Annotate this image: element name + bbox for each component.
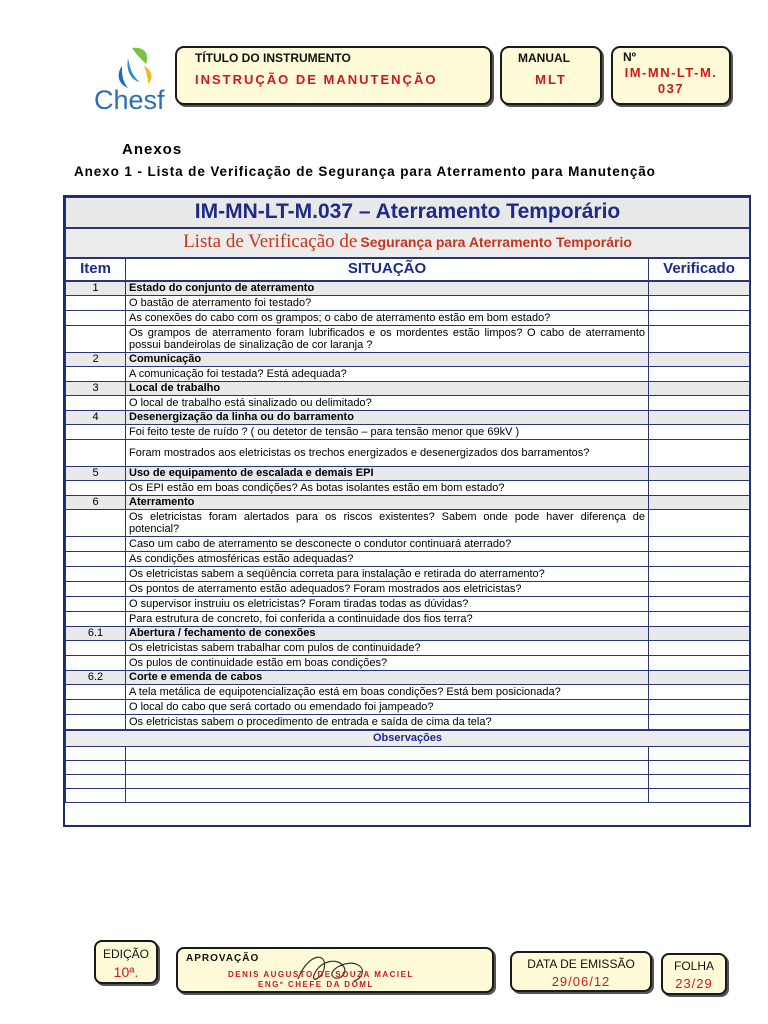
observacao-cell[interactable] [649, 761, 750, 775]
situacao-cell: Foram mostrados aos eletricistas os trechos energizados e desenergizados dos barramentos? [126, 440, 649, 467]
edicao-value: 10ª. [113, 964, 139, 980]
situacao-cell: O local do cabo que será cortado ou emendado foi jampeado? [126, 700, 649, 715]
situacao-cell: Os pontos de aterramento estão adequados? Foram mostrados aos eletricistas? [126, 582, 649, 597]
aprovacao-box [176, 947, 494, 993]
observacao-cell[interactable] [126, 761, 649, 775]
verificado-cell[interactable] [649, 440, 750, 467]
situacao-cell: Os pulos de continuidade estão em boas condições? [126, 656, 649, 671]
col-verificado-header: Verificado [649, 258, 750, 281]
folha-box [661, 953, 727, 995]
numero-box [611, 46, 731, 105]
verificado-cell[interactable] [649, 425, 750, 440]
manual-box [500, 46, 602, 105]
verificado-cell[interactable] [649, 656, 750, 671]
section-title-cell: Aterramento [126, 496, 649, 510]
table-row [66, 612, 750, 627]
anexo-subtitle: Anexo 1 - Lista de Verificação de Segurança para Aterramento para Manutenção [74, 164, 656, 179]
checklist-sheet [63, 195, 751, 827]
titulo-box [175, 46, 492, 105]
table-row [66, 537, 750, 552]
edicao-box [94, 940, 158, 984]
table-row [66, 582, 750, 597]
table-row [66, 567, 750, 582]
table-row [66, 396, 750, 411]
situacao-cell: Foi feito teste de ruído ? ( ou detetor de tensão – para tensão menor que 69kV ) [126, 425, 649, 440]
item-cell: 6.1 [66, 627, 126, 641]
section-title-cell: Corte e emenda de cabos [126, 671, 649, 685]
item-cell [66, 440, 126, 467]
table-row [66, 700, 750, 715]
situacao-cell: A tela metálica de equipotencialização está em boas condições? Está bem posicionada? [126, 685, 649, 700]
verificado-cell[interactable] [649, 537, 750, 552]
item-cell: 6 [66, 496, 126, 510]
table-title: IM-MN-LT-M.037 – Aterramento Temporário [66, 198, 750, 229]
edicao-label: EDIÇÃO [102, 947, 149, 961]
verificado-cell[interactable] [649, 367, 750, 382]
item-cell [66, 700, 126, 715]
item-cell [66, 567, 126, 582]
manual-value: MLT [535, 72, 567, 87]
situacao-cell: As conexões do cabo com os grampos; o cabo de aterramento estão em bom estado? [126, 311, 649, 326]
item-cell: 1 [66, 281, 126, 296]
observacao-cell[interactable] [66, 775, 126, 789]
verificado-cell[interactable] [649, 627, 750, 641]
table-header-row [66, 258, 750, 281]
verificado-cell[interactable] [649, 496, 750, 510]
section-row [66, 353, 750, 367]
observacao-blank-row [66, 775, 750, 789]
situacao-cell: Os eletricistas sabem o procedimento de entrada e saída de cima da tela? [126, 715, 649, 731]
table-row [66, 440, 750, 467]
section-row [66, 411, 750, 425]
verificado-cell[interactable] [649, 510, 750, 537]
manual-label: MANUAL [518, 51, 570, 65]
situacao-cell: Os eletricistas sabem a seqüência correta para instalação e retirada do aterramento? [126, 567, 649, 582]
folha-label: FOLHA [673, 959, 714, 973]
table-row [66, 552, 750, 567]
table-row [66, 656, 750, 671]
situacao-cell: Os eletricistas foram alertados para os riscos existentes? Sabem onde pode haver diferença de potencial? [126, 510, 649, 537]
verificado-cell[interactable] [649, 311, 750, 326]
table-row [66, 715, 750, 731]
section-row [66, 382, 750, 396]
item-cell [66, 597, 126, 612]
observacao-cell[interactable] [649, 789, 750, 803]
section-row [66, 467, 750, 481]
aprovacao-name: DENIS AUGUSTO DE SOUZA MACIEL [228, 970, 414, 979]
section-title-cell: Abertura / fechamento de conexões [126, 627, 649, 641]
verificado-cell[interactable] [649, 382, 750, 396]
item-cell [66, 481, 126, 496]
item-cell [66, 537, 126, 552]
item-cell [66, 425, 126, 440]
observacao-blank-row [66, 747, 750, 761]
table-row [66, 425, 750, 440]
situacao-cell: A comunicação foi testada? Está adequada? [126, 367, 649, 382]
section-row [66, 627, 750, 641]
verificado-cell[interactable] [649, 467, 750, 481]
data-emissao-label: DATA DE EMISSÃO [527, 957, 635, 971]
situacao-cell: As condições atmosféricas estão adequadas? [126, 552, 649, 567]
titulo-label: TÍTULO DO INSTRUMENTO [195, 51, 351, 65]
titulo-value: INSTRUÇÃO DE MANUTENÇÃO [195, 72, 438, 87]
section-title-cell: Comunicação [126, 353, 649, 367]
observacao-cell[interactable] [649, 775, 750, 789]
aprovacao-role: ENGº CHEFE DA DOML [258, 980, 374, 989]
numero-label: Nº [623, 50, 637, 64]
item-cell [66, 612, 126, 627]
aprovacao-label: APROVAÇÃO [186, 953, 260, 964]
section-row [66, 671, 750, 685]
section-title-cell: Local de trabalho [126, 382, 649, 396]
table-row [66, 367, 750, 382]
item-cell: 4 [66, 411, 126, 425]
logo-text: Chesf [94, 85, 165, 115]
verificado-cell[interactable] [649, 296, 750, 311]
table-subtitle-a: Lista de Verificação de [183, 230, 358, 252]
verificado-cell[interactable] [649, 671, 750, 685]
verificado-cell[interactable] [649, 685, 750, 700]
observacao-cell[interactable] [126, 775, 649, 789]
chesf-logo [92, 44, 174, 116]
verificado-cell[interactable] [649, 641, 750, 656]
item-cell [66, 296, 126, 311]
item-cell [66, 715, 126, 731]
data-emissao-value: 29/06/12 [551, 974, 611, 989]
item-cell [66, 582, 126, 597]
table-row [66, 510, 750, 537]
item-cell [66, 311, 126, 326]
verificado-cell[interactable] [649, 481, 750, 496]
situacao-cell: Caso um cabo de aterramento se desconecte o condutor continuará aterrado? [126, 537, 649, 552]
item-cell [66, 641, 126, 656]
numero-value-1: IM-MN-LT-M. [624, 65, 718, 80]
observacao-cell[interactable] [126, 747, 649, 761]
item-cell: 2 [66, 353, 126, 367]
item-cell [66, 552, 126, 567]
observacao-blank-row [66, 789, 750, 803]
section-row [66, 496, 750, 510]
situacao-cell: O supervisor instruiu os eletricistas? Foram tiradas todas as dúvidas? [126, 597, 649, 612]
verificado-cell[interactable] [649, 326, 750, 353]
table-row [66, 597, 750, 612]
item-cell [66, 510, 126, 537]
checklist-table [65, 197, 750, 803]
observacao-cell[interactable] [649, 747, 750, 761]
observacao-cell[interactable] [126, 789, 649, 803]
table-subtitle-row [66, 228, 750, 258]
anexos-heading: Anexos [122, 141, 183, 158]
section-row [66, 281, 750, 296]
table-row [66, 481, 750, 496]
item-cell [66, 656, 126, 671]
situacao-cell: O bastão de aterramento foi testado? [126, 296, 649, 311]
verificado-cell[interactable] [649, 552, 750, 567]
situacao-cell: O local de trabalho está sinalizado ou delimitado? [126, 396, 649, 411]
verificado-cell[interactable] [649, 715, 750, 731]
table-title-row [66, 198, 750, 229]
table-row [66, 311, 750, 326]
situacao-cell: Os EPI estão em boas condições? As botas isolantes estão em bom estado? [126, 481, 649, 496]
item-cell: 6.2 [66, 671, 126, 685]
item-cell [66, 367, 126, 382]
folha-value: 23/29 [675, 976, 713, 991]
verificado-cell[interactable] [649, 582, 750, 597]
verificado-cell[interactable] [649, 597, 750, 612]
verificado-cell[interactable] [649, 281, 750, 296]
table-row [66, 685, 750, 700]
verificado-cell[interactable] [649, 700, 750, 715]
section-title-cell: Estado do conjunto de aterramento [126, 281, 649, 296]
item-cell [66, 685, 126, 700]
verificado-cell[interactable] [649, 612, 750, 627]
numero-value-2: 037 [657, 81, 685, 96]
col-situacao-header: SITUAÇÃO [126, 258, 649, 281]
verificado-cell[interactable] [649, 567, 750, 582]
item-cell: 5 [66, 467, 126, 481]
table-row [66, 296, 750, 311]
table-subtitle [66, 228, 750, 258]
observacao-cell[interactable] [66, 789, 126, 803]
item-cell [66, 396, 126, 411]
observacao-cell[interactable] [66, 761, 126, 775]
table-row [66, 641, 750, 656]
situacao-cell: Os eletricistas sabem trabalhar com pulos de continuidade? [126, 641, 649, 656]
section-title-cell: Uso de equipamento de escalada e demais EPI [126, 467, 649, 481]
verificado-cell[interactable] [649, 396, 750, 411]
verificado-cell[interactable] [649, 411, 750, 425]
situacao-cell: Os grampos de aterramento foram lubrificados e os mordentes estão limpos? O cabo de aterramento possui bandeirolas de sinalização de cor laranja ? [126, 326, 649, 353]
observacao-blank-row [66, 761, 750, 775]
data-emissao-box [510, 951, 652, 992]
section-title-cell: Desenergização da linha ou do barramento [126, 411, 649, 425]
item-cell [66, 326, 126, 353]
table-subtitle-b: Segurança para Aterramento Temporário [360, 233, 632, 250]
observacoes-label: Observações [66, 730, 750, 747]
observacao-cell[interactable] [66, 747, 126, 761]
item-cell: 3 [66, 382, 126, 396]
table-row [66, 326, 750, 353]
situacao-cell: Para estrutura de concreto, foi conferida a continuidade dos fios terra? [126, 612, 649, 627]
verificado-cell[interactable] [649, 353, 750, 367]
col-item-header: Item [66, 258, 126, 281]
observacoes-row [66, 730, 750, 747]
